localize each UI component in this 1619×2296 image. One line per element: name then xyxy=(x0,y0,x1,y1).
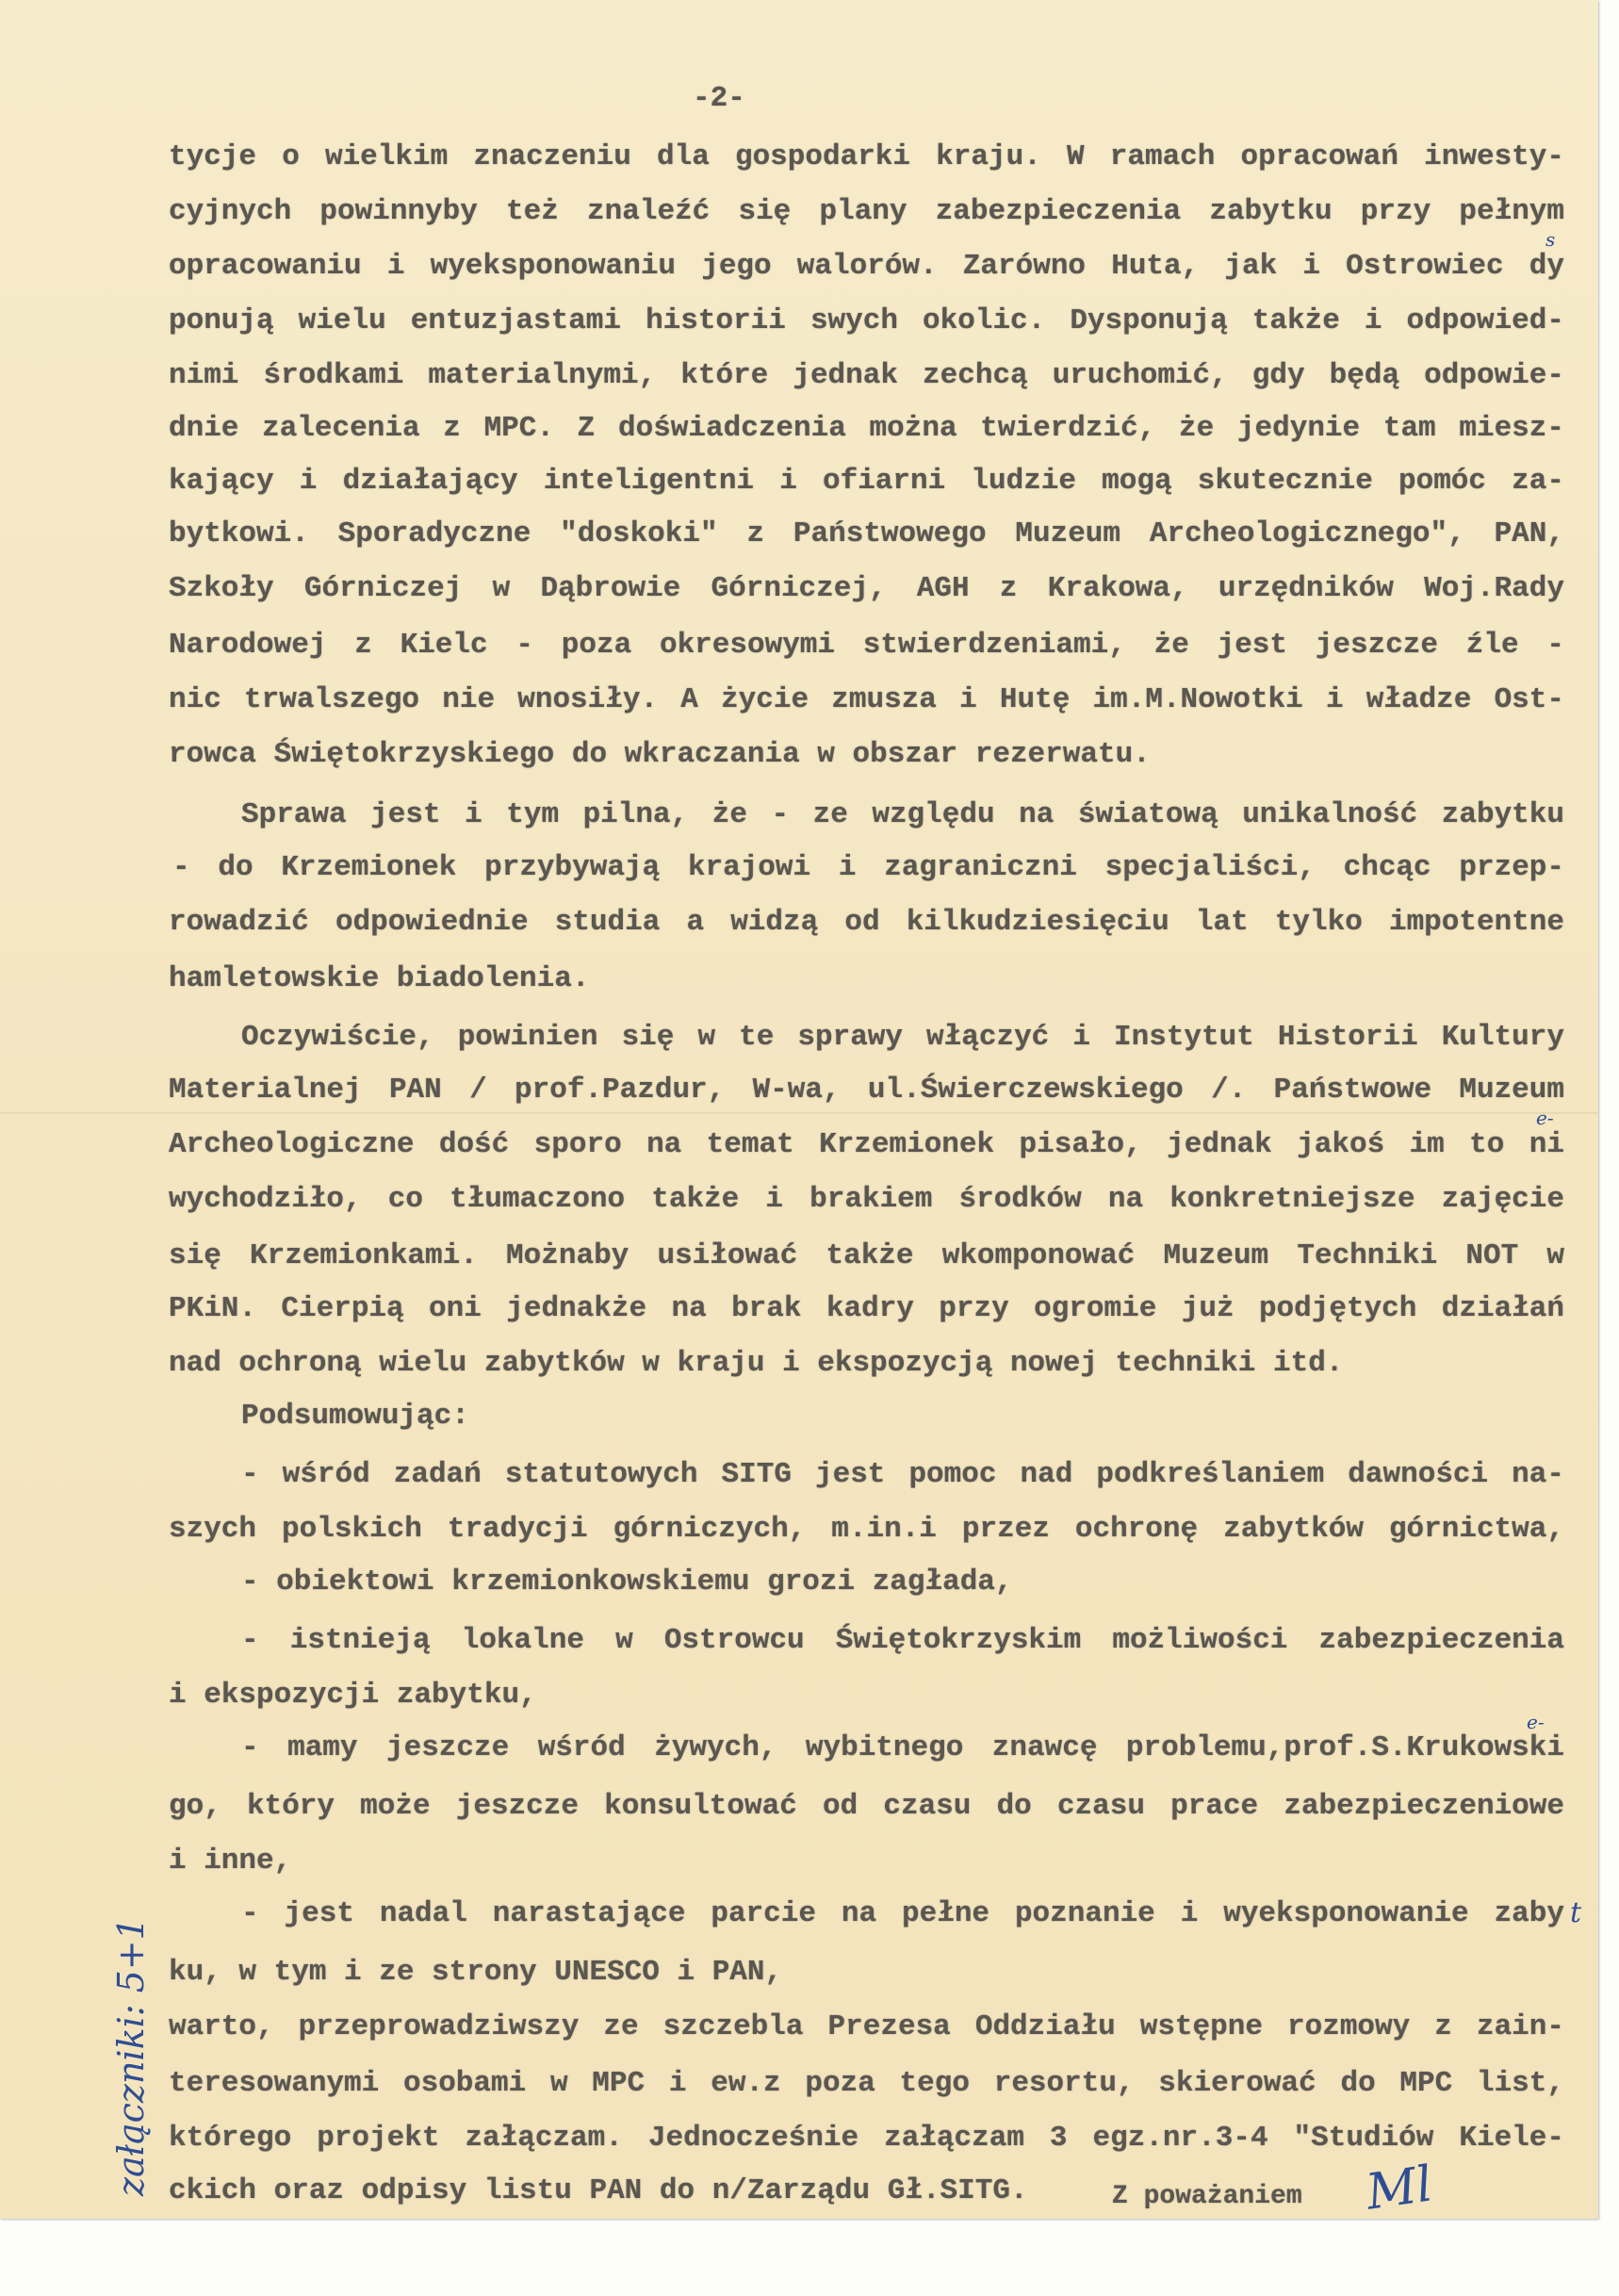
typed-line: nad ochroną wielu zabytków w kraju i ekspozycją nowej techniki itd. xyxy=(169,1347,1344,1380)
typed-line: Materialnej PAN / prof.Pazdur, W-wa, ul.Świerczewskiego /. Państwowe Muzeum xyxy=(169,1074,1564,1107)
typed-line: cyjnych powinnyby też znaleźć się plany zabezpieczenia zabytku przy pełnym xyxy=(169,195,1564,228)
typed-line: i ekspozycji zabytku, xyxy=(169,1679,537,1712)
typed-line: i inne, xyxy=(169,1845,292,1878)
typed-line: - jest nadal narastające parcie na pełne poznanie i wyeksponowanie zaby xyxy=(241,1897,1564,1930)
typed-line: - obiektowi krzemionkowskiemu grozi zagłada, xyxy=(241,1566,1013,1599)
typed-line: ponują wielu entuzjastami historii swych okolic. Dysponują także i odpowied- xyxy=(169,304,1564,337)
page-number: -2- xyxy=(693,82,745,115)
typed-line: rowadzić odpowiednie studia a widzą od kilkudziesięciu lat tylko impotentne xyxy=(169,906,1564,939)
typed-line: ckich oraz odpisy listu PAN do n/Zarządu Gł.SITG. xyxy=(169,2174,1028,2207)
handwritten-correction: s xyxy=(1545,228,1556,251)
typed-line: Sprawa jest i tym pilna, że - ze względu na światową unikalność zabytku xyxy=(241,798,1564,831)
typed-line: bytkowi. Sporadyczne "doskoki" z Państwowego Muzeum Archeologicznego", PAN, xyxy=(169,517,1564,550)
typed-line: którego projekt załączam. Jednocześnie załączam 3 egz.nr.3-4 "Studiów Kiele- xyxy=(169,2122,1564,2155)
typed-line: go, który może jeszcze konsultować od czasu do czasu prace zabezpieczeniowe xyxy=(169,1790,1564,1823)
typed-line: kający i działający inteligentni i ofiarni ludzie mogą skutecznie pomóc za- xyxy=(169,465,1564,498)
typed-line: hamletowskie biadolenia. xyxy=(169,962,590,995)
typed-line: ku, w tym i ze strony UNESCO i PAN, xyxy=(169,1956,783,1989)
typed-line: - mamy jeszcze wśród żywych, wybitnego znawcę problemu,prof.S.Krukowski xyxy=(241,1731,1564,1764)
typed-line: nimi środkami materialnymi, które jednak zechcą uruchomić, gdy będą odpowie- xyxy=(169,359,1564,392)
fold-line xyxy=(0,1112,1598,1114)
typed-line: Szkoły Górniczej w Dąbrowie Górniczej, AGH z Krakowa, urzędników Woj.Rady xyxy=(169,572,1564,605)
handwritten-signature: Ml xyxy=(1363,2156,1436,2222)
typed-line: nic trwalszego nie wnosiły. A życie zmusza i Hutę im.M.Nowotki i władze Ost- xyxy=(169,683,1564,716)
typed-line: Archeologiczne dość sporo na temat Krzemionek pisało, jednak jakoś im to ni xyxy=(169,1128,1564,1161)
typed-line: - istnieją lokalne w Ostrowcu Świętokrzyskim możliwości zabezpieczenia xyxy=(241,1624,1564,1657)
typed-line: Z poważaniem xyxy=(1112,2182,1302,2211)
handwritten-correction: e- xyxy=(1527,1711,1545,1733)
typed-line: Narodowej z Kielc - poza okresowymi stwierdzeniami, że jest jeszcze źle - xyxy=(169,629,1564,662)
typed-line: PKiN. Cierpią oni jednakże na brak kadry przy ogromie już podjętych działań xyxy=(169,1292,1564,1325)
typed-line: szych polskich tradycji górniczych, m.in.i przez ochronę zabytków górnictwa, xyxy=(169,1513,1564,1546)
handwritten-margin-note: załączniki: 5+1 xyxy=(110,1917,152,2196)
typed-line: się Krzemionkami. Możnaby usiłować także wkomponować Muzeum Techniki NOT w xyxy=(169,1239,1564,1272)
typed-line: opracowaniu i wyeksponowaniu jego walorów. Zarówno Huta, jak i Ostrowiec dy xyxy=(169,250,1564,283)
typed-line: teresowanymi osobami w MPC i ew.z poza tego resortu, skierować do MPC list, xyxy=(169,2067,1564,2100)
typed-line: - do Krzemionek przybywają krajowi i zagraniczni specjaliści, chcąc przep- xyxy=(172,851,1564,884)
typed-line: dnie zalecenia z MPC. Z doświadczenia można twierdzić, że jedynie tam miesz- xyxy=(169,412,1564,445)
handwritten-correction: t xyxy=(1570,1896,1582,1929)
typed-line: wychodziło, co tłumaczono także i brakiem środków na konkretniejsze zajęcie xyxy=(169,1183,1564,1216)
typed-line: rowca Świętokrzyskiego do wkraczania w obszar rezerwatu. xyxy=(169,738,1151,771)
typed-line: Podsumowując: xyxy=(241,1400,469,1433)
handwritten-correction: e- xyxy=(1536,1107,1554,1129)
typed-line: Oczywiście, powinien się w te sprawy włączyć i Instytut Historii Kultury xyxy=(241,1021,1564,1054)
typed-line: tycje o wielkim znaczeniu dla gospodarki kraju. W ramach opracowań inwesty- xyxy=(169,140,1564,173)
typed-line: - wśród zadań statutowych SITG jest pomoc nad podkreślaniem dawności na- xyxy=(241,1458,1564,1491)
typed-line: warto, przeprowadziwszy ze szczebla Prezesa Oddziału wstępne rozmowy z zain- xyxy=(169,2010,1564,2043)
